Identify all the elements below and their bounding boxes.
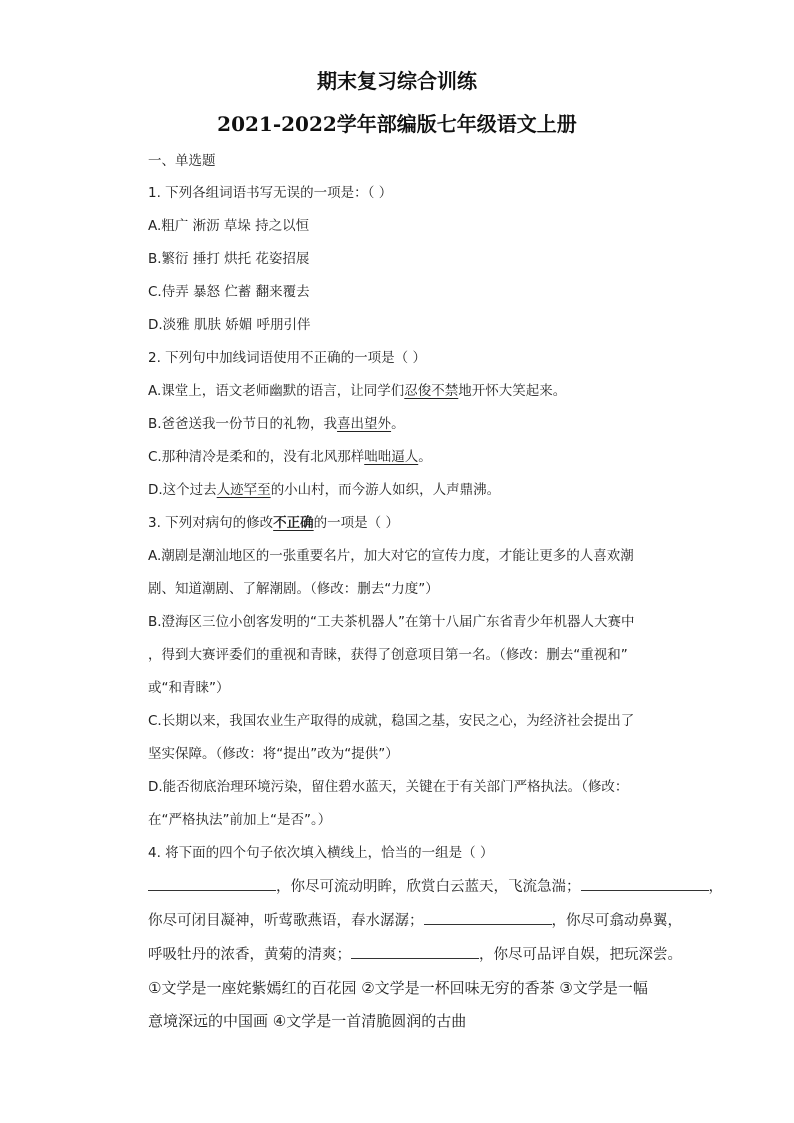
q4-text: 你尽可闭目凝神，听莺歌燕语，春水潺潺； [148,913,424,929]
q2-d-text: D.这个过去 [148,482,217,498]
q4-text: ，你尽可品评自娱，把玩深尝。 [479,947,682,963]
q3-stem-emphasis: 不正确 [273,515,314,531]
q2-a-underlined: 忍俊不禁 [404,383,459,399]
q2-b-text-end: 。 [391,416,405,432]
q4-passage-line-2 [148,910,688,931]
q1-option-b: B.繁衍 捶打 烘托 花姿招展 [148,251,310,267]
q4-passage-line-1 [148,876,723,897]
q3-d-line: 在“严格执法”前加上“是否”。） [148,812,332,828]
q4-options-line: ①文学是一座姹紫嫣红的百花园 ②文学是一杯回味无穷的香茶 ③文学是一幅 [148,979,648,997]
q4-text: ， [708,879,723,895]
q2-option-b [148,414,688,434]
q1-stem: 1. 下列各组词语书写无误的一项是：（ ） [148,185,393,201]
q4-text: ，你尽可翕动鼻翼， [551,913,682,929]
q3-a-line: A.潮剧是潮汕地区的一张重要名片，加大对它的宣传力度，才能让更多的人喜欢潮 [148,548,634,564]
q3-stem [148,513,688,533]
page-title: 期末复习综合训练 [317,69,477,93]
q2-c-text: C.那种清冷是柔和的，没有北风那样 [148,449,365,465]
q2-option-d [148,480,688,500]
q3-stem-text: 3. 下列对病句的修改 [148,515,274,531]
q2-a-text-end: 地开怀大笑起来。 [458,383,567,399]
q3-b-line: B.澄海区三位小创客发明的“工夫茶机器人”在第十八届广东省青少年机器人大赛中 [148,614,635,630]
q2-b-text: B.爸爸送我一份节日的礼物，我 [148,416,338,432]
fill-blank-2[interactable] [581,876,709,891]
fill-blank-1[interactable] [148,876,276,891]
q4-options-line: 意境深远的中国画 ④文学是一首清脆圆润的古曲 [148,1012,467,1030]
q3-option-b [148,612,688,698]
q3-c-line: 坚实保障。（修改：将“提出”改为“提供”） [148,746,399,762]
q1-option-c: C.侍弄 暴怒 伫蓄 翻来覆去 [148,284,310,300]
q2-stem: 2. 下列句中加线词语使用不正确的一项是（ ） [148,350,426,366]
q3-option-c [148,711,688,764]
q4-text: ，你尽可流动明眸，欣赏白云蓝天，飞流急湍； [276,879,581,895]
question-content [148,151,723,1044]
q3-option-d [148,777,688,830]
q2-a-text: A.课堂上，语文老师幽默的语言，让同学们 [148,383,405,399]
q2-option-a [148,381,688,401]
q3-b-line: ，得到大赛评委们的重视和青睐，获得了创意项目第一名。（修改：删去“重视和” [148,647,628,663]
q2-d-underlined: 人迹罕至 [216,482,271,498]
q1-option-d: D.淡雅 肌肤 娇媚 呼朋引伴 [148,317,311,333]
q3-stem-text-end: 的一项是（ ） [313,515,399,531]
q2-d-text-end: 的小山村，而今游人如织，人声鼎沸。 [270,482,501,498]
section-heading: 一、单选题 [148,153,216,169]
q2-option-c [148,447,688,467]
q3-b-line: 或“和青睐”） [148,680,230,696]
fill-blank-4[interactable] [351,944,479,959]
page-subtitle: 2021-2022学年部编版七年级语文上册 [217,112,577,136]
q3-c-line: C.长期以来，我国农业生产取得的成就，稳国之基，安民之心，为经济社会提出了 [148,713,635,729]
q4-stem: 4. 将下面的四个句子依次填入横线上，恰当的一组是（ ） [148,845,494,861]
q4-text: 呼吸牡丹的浓香，黄菊的清爽； [148,947,351,963]
q4-options [148,978,688,1031]
q3-d-line: D.能否彻底治理环境污染，留住碧水蓝天，关键在于有关部门严格执法。（修改： [148,779,629,795]
q2-c-text-end: 。 [418,449,432,465]
q3-a-line: 剧、知道潮剧、了解潮剧。（修改：删去“力度”） [148,581,439,597]
q4-passage-line-3 [148,944,688,965]
fill-blank-3[interactable] [424,910,552,925]
q2-c-underlined: 咄咄逼人 [364,449,419,465]
q1-option-a: A.粗广 淅沥 草垛 持之以恒 [148,218,310,234]
q2-b-underlined: 喜出望外 [337,416,392,432]
q4-passage [148,876,723,965]
q3-option-a [148,546,688,599]
